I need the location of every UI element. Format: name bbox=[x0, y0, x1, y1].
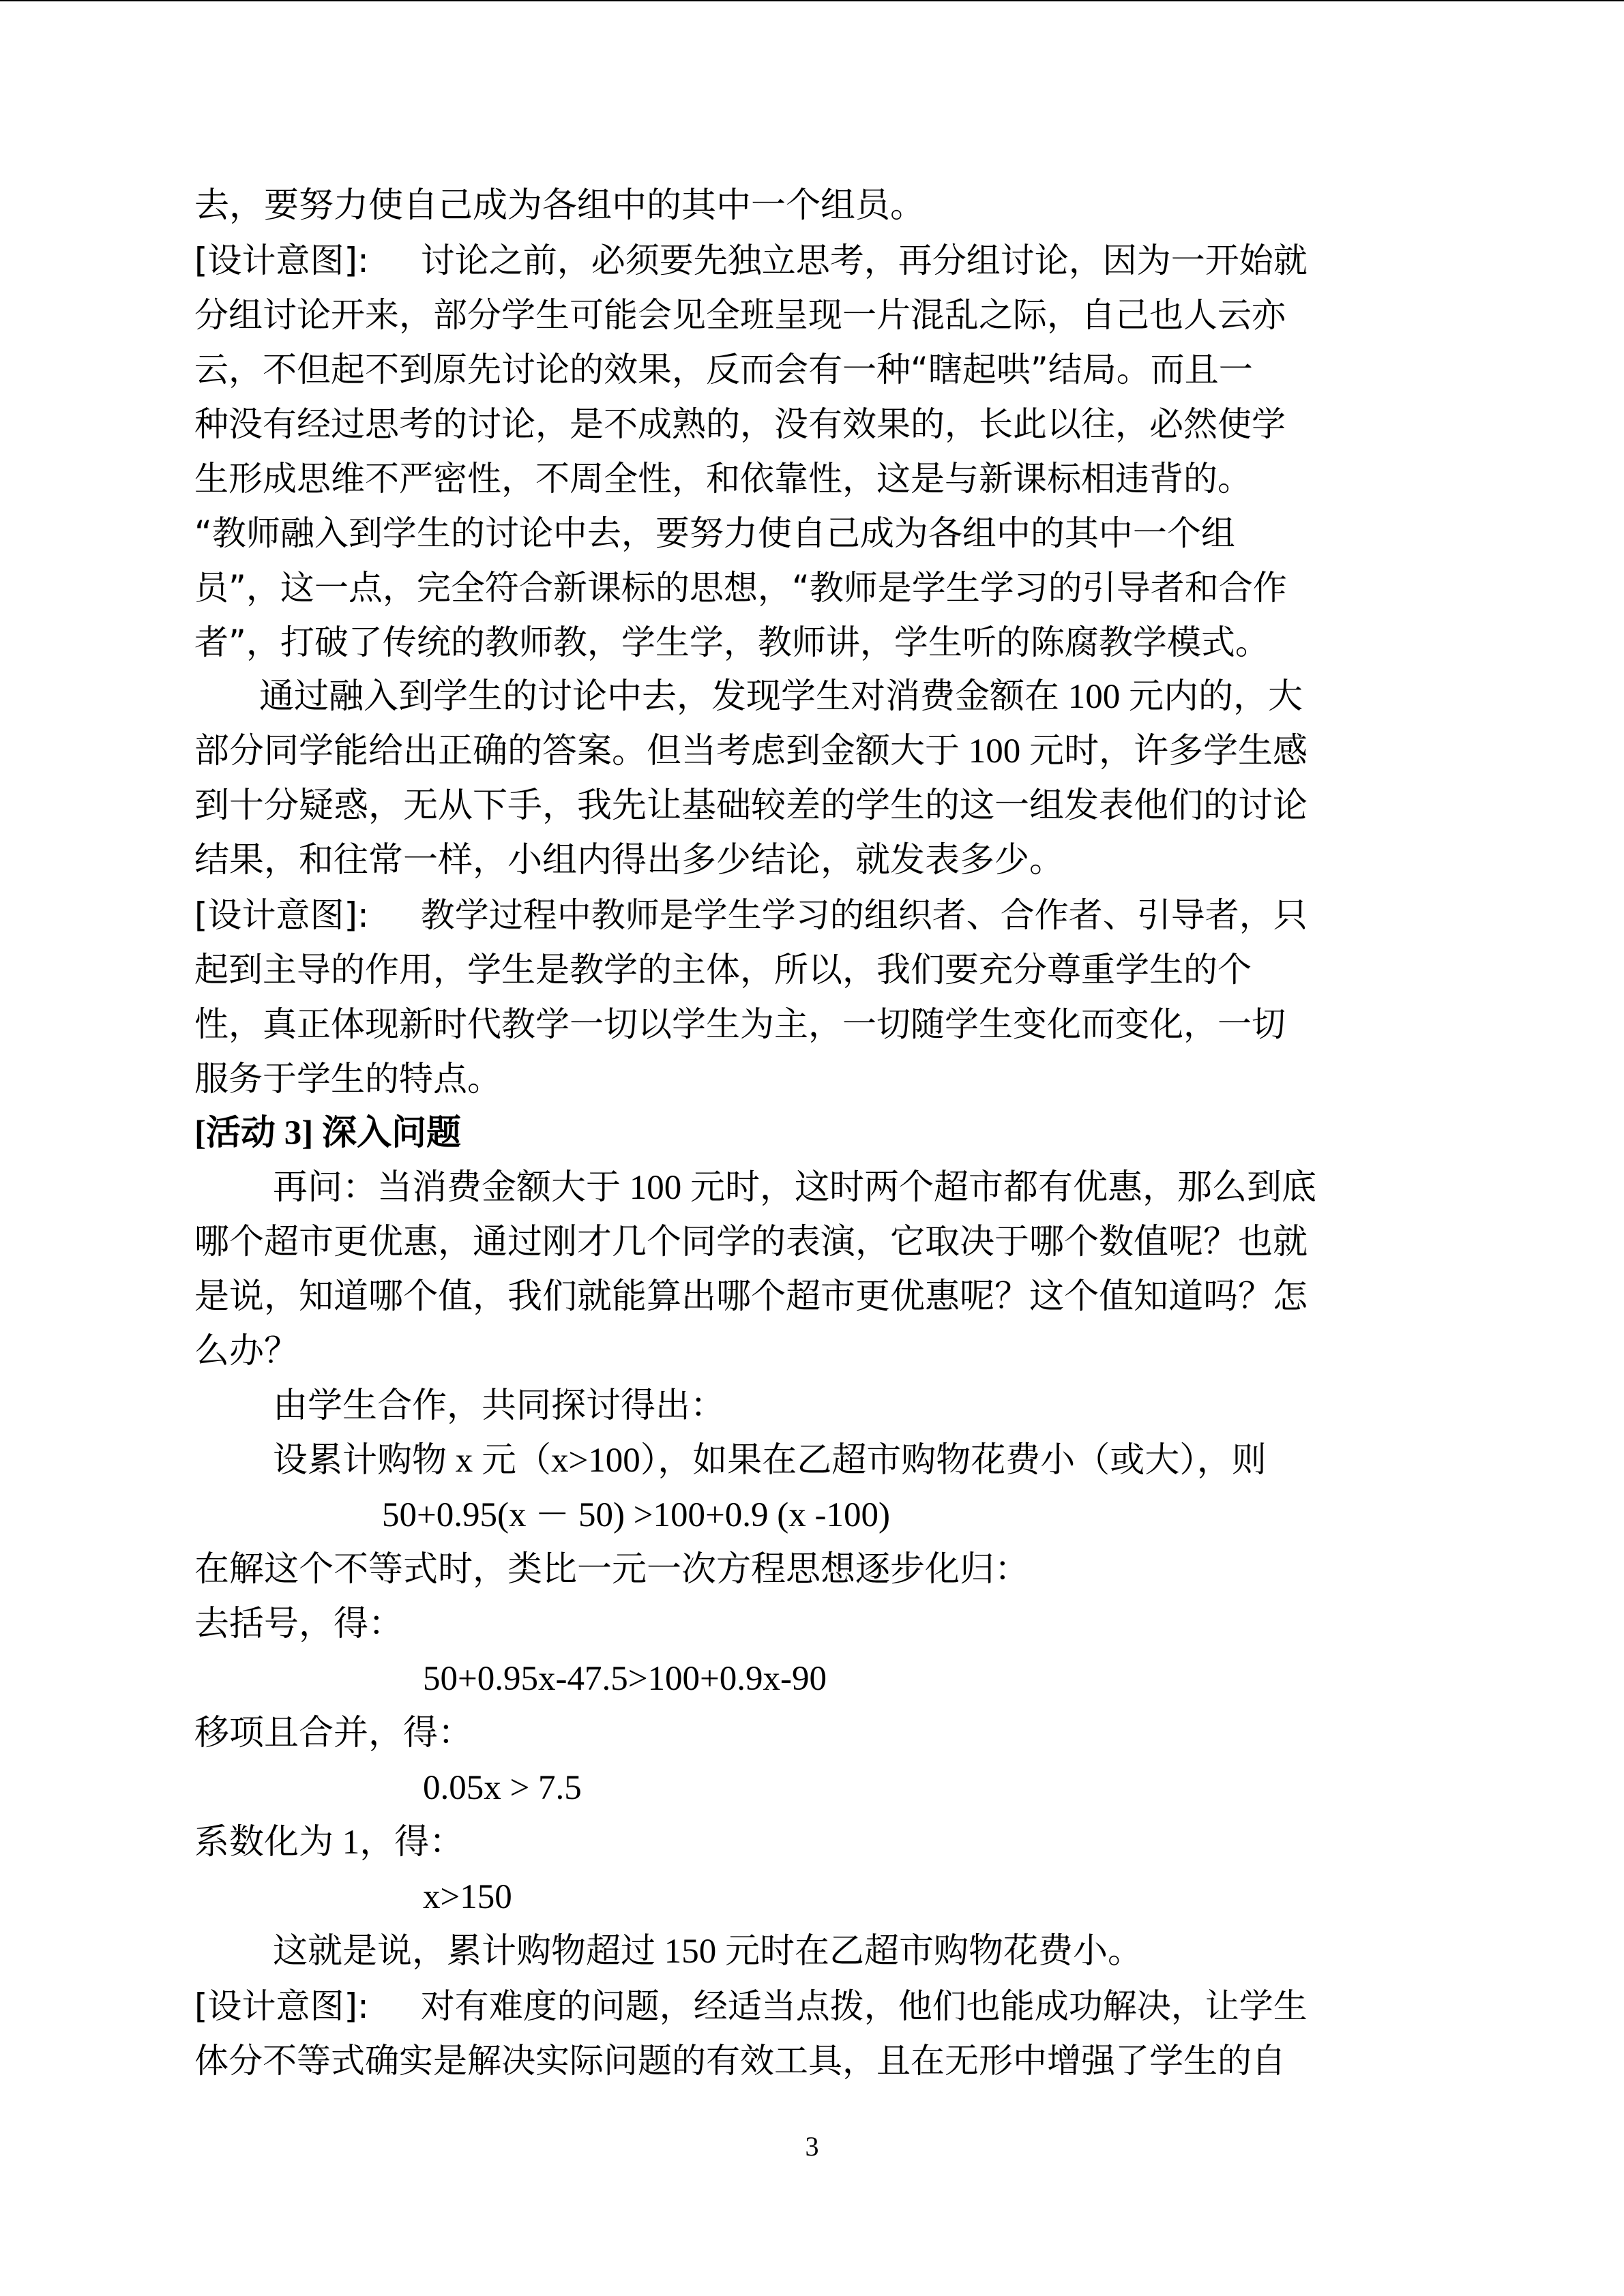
line-text: 结果，和往常一样，小组内得出多少结论，就发表多少。 bbox=[194, 841, 1065, 880]
line-text: 50+0.95x-47.5>100+0.9x-90 bbox=[423, 1660, 827, 1698]
text-line bbox=[423, 1877, 512, 1918]
line-text: x>150 bbox=[423, 1878, 512, 1916]
line-text: 是说，知道哪个值，我们就能算出哪个超市更优惠呢？这个值知道吗？怎 bbox=[194, 1278, 1308, 1316]
text-line bbox=[423, 1768, 582, 1808]
line-text: 系数化为 1，得： bbox=[194, 1823, 464, 1862]
text-line bbox=[194, 2040, 1286, 2081]
line-text: 去，要努力使自己成为各组中的其中一个组员。 bbox=[194, 187, 926, 225]
line-text: 服务于学生的特点。 bbox=[194, 1059, 501, 1099]
line-text: 0.05x > 7.5 bbox=[423, 1769, 582, 1807]
line-text: 员”，这一点，完全符合新课标的思想，“教师是学生学习的引导者和合作 bbox=[194, 568, 1287, 608]
line-text: 分组讨论开来，部分学生可能会见全班呈现一片混乱之际，自己也人云亦 bbox=[194, 295, 1286, 335]
text-line bbox=[259, 676, 1303, 717]
line-text: 去括号，得： bbox=[194, 1605, 404, 1643]
page-number: 3 bbox=[805, 2131, 819, 2162]
text-line bbox=[194, 1058, 501, 1099]
text-line bbox=[194, 349, 1253, 390]
text-line bbox=[273, 1931, 1142, 1972]
text-line bbox=[194, 1713, 473, 1754]
line-text: 哪个超市更优惠，通过刚才几个同学的表演，它取决于哪个数值呢？也就 bbox=[194, 1223, 1308, 1262]
text-line bbox=[194, 731, 1308, 772]
text-line bbox=[194, 240, 1308, 281]
text-line bbox=[194, 895, 1308, 936]
text-line bbox=[423, 1658, 827, 1699]
design-intent-label: [设计意图]: bbox=[194, 1986, 380, 2026]
line-text: 50+0.95(x － 50) >100+0.9 (x -100) bbox=[382, 1496, 890, 1534]
line-text: 教学过程中教师是学生学习的组织者、合作者、引导者，只 bbox=[420, 895, 1308, 935]
line-text: 云，不但起不到原先讨论的效果，反而会有一种“瞎起哄”结局。而且一 bbox=[194, 350, 1253, 389]
line-text: 部分同学能给出正确的答案。但当考虑到金额大于 100 元时，许多学生感 bbox=[194, 732, 1308, 771]
text-line bbox=[194, 567, 1287, 608]
line-text: 移项且合并，得： bbox=[194, 1714, 473, 1753]
line-text: 再问：当消费金额大于 100 元时，这时两个超市都有优惠，那么到底 bbox=[273, 1169, 1317, 1207]
line-text: 性，真正体现新时代教学一切以学生为主，一切随学生变化而变化，一切 bbox=[194, 1004, 1286, 1044]
text-line bbox=[194, 1222, 1308, 1263]
line-text: “教师融入到学生的讨论中去，要努力使自己成为各组中的其中一个组 bbox=[194, 513, 1235, 553]
text-line bbox=[194, 1604, 403, 1645]
text-line bbox=[194, 1331, 299, 1372]
line-text: 生形成思维不严密性，不周全性，和依靠性，这是与新课标相违背的。 bbox=[194, 459, 1252, 498]
design-intent-label: [设计意图]: bbox=[194, 241, 380, 280]
text-line bbox=[194, 622, 1269, 663]
line-text: 由学生合作，共同探讨得出： bbox=[273, 1387, 726, 1425]
line-text: 这就是说，累计购物超过 150 元时在乙超市购物花费小。 bbox=[273, 1933, 1143, 1971]
line-text: 对有难度的问题，经适当点拨，他们也能成功解决，让学生 bbox=[420, 1986, 1308, 2026]
line-text: [活动 3] 深入问题 bbox=[194, 1114, 461, 1152]
line-text: 到十分疑惑，无从下手，我先让基础较差的学生的这一组发表他们的讨论 bbox=[194, 787, 1308, 825]
text-line bbox=[194, 786, 1308, 826]
text-line bbox=[273, 1440, 1267, 1481]
text-line bbox=[194, 840, 1064, 881]
line-text: 体分不等式确实是解决实际问题的有效工具，且在无形中增强了学生的自 bbox=[194, 2041, 1286, 2081]
text-line bbox=[194, 1277, 1308, 1317]
text-line bbox=[194, 295, 1286, 336]
design-intent-label: [设计意图]: bbox=[194, 895, 380, 935]
text-line bbox=[194, 949, 1252, 990]
text-line bbox=[382, 1495, 890, 1536]
text-line bbox=[194, 1004, 1286, 1045]
line-text: 设累计购物 x 元（x>100），如果在乙超市购物花费小（或大），则 bbox=[273, 1442, 1267, 1480]
line-text: 种没有经过思考的讨论，是不成熟的，没有效果的，长此以往，必然使学 bbox=[194, 404, 1286, 444]
text-line bbox=[194, 1822, 464, 1863]
text-line bbox=[194, 404, 1286, 445]
line-text: 通过融入到学生的讨论中去，发现学生对消费金额在 100 元内的，大 bbox=[259, 678, 1303, 716]
text-line bbox=[194, 185, 925, 226]
line-text: 者”，打破了传统的教师教，学生学，教师讲，学生听的陈腐教学模式。 bbox=[194, 623, 1269, 662]
text-line bbox=[273, 1386, 725, 1427]
text-line bbox=[194, 513, 1235, 554]
text-line bbox=[194, 458, 1252, 499]
line-text: 么办？ bbox=[194, 1332, 299, 1371]
line-text: 讨论之前，必须要先独立思考，再分组讨论，因为一开始就 bbox=[420, 241, 1308, 280]
text-line bbox=[273, 1167, 1316, 1208]
text-line bbox=[194, 1986, 1308, 2027]
line-text: 起到主导的作用，学生是教学的主体，所以，我们要充分尊重学生的个 bbox=[194, 950, 1252, 989]
text-line bbox=[194, 1113, 461, 1154]
line-text: 在解这个不等式时，类比一元一次方程思想逐步化归： bbox=[194, 1551, 1030, 1589]
text-line bbox=[194, 1549, 1029, 1590]
